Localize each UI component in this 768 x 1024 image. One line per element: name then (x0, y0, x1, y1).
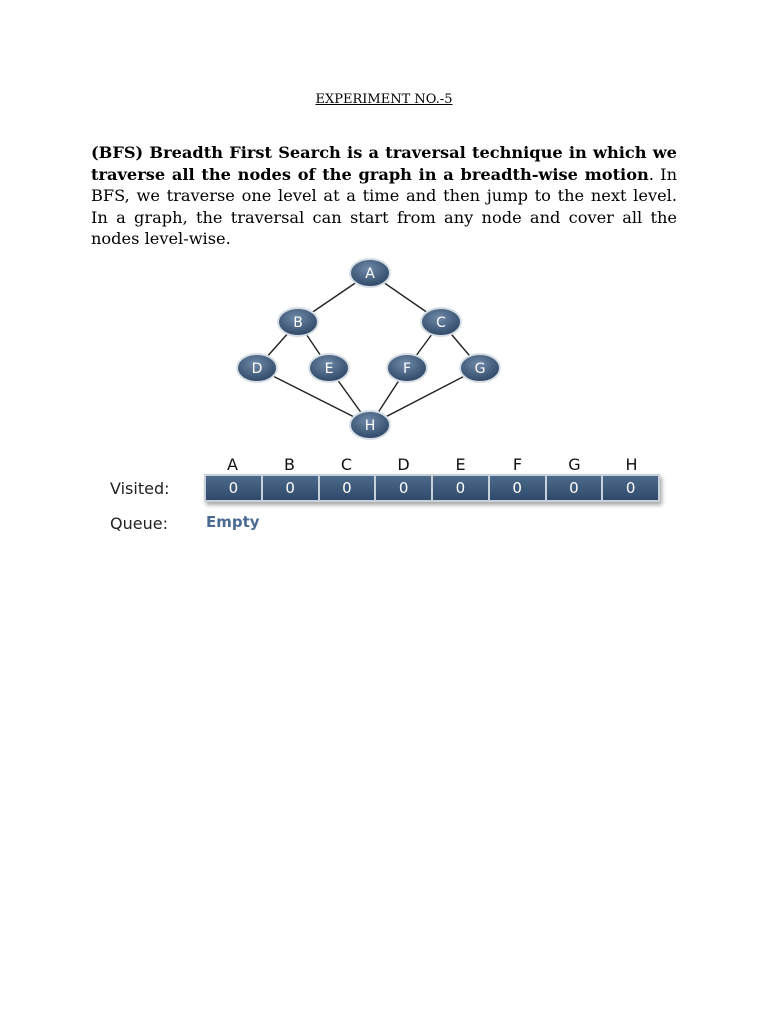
node-C (421, 308, 461, 336)
bfs-definition-rest: . In BFS, we traverse one level at a time and then jump to the next level. In a graph, the traversal can start from any node and cover all the nodes level-wise. (91, 164, 677, 248)
visited-cell-A: 0 (206, 476, 261, 500)
bfs-graph-diagram (0, 0, 768, 450)
visited-cell-D: 0 (376, 476, 431, 500)
node-label-F: F (402, 361, 412, 377)
node-A (350, 259, 390, 287)
visited-cell-B: 0 (263, 476, 318, 500)
visited-col-F: F (512, 455, 523, 474)
visited-cell-E: 0 (433, 476, 488, 500)
node-label-C: C (436, 315, 446, 331)
node-G (460, 354, 500, 382)
node-B (278, 308, 318, 336)
visited-col-E: E (455, 455, 466, 474)
visited-col-G: G (568, 455, 581, 474)
node-label-E: E (324, 361, 334, 377)
node-label-D: D (251, 361, 263, 377)
visited-col-A: A (227, 455, 238, 474)
experiment-title: EXPERIMENT NO.-5 (315, 92, 453, 107)
bfs-definition-bold: (BFS) Breadth First Search is a traversal technique in which we traverse all the nodes of the graph in a breadth-wise motion (91, 143, 677, 184)
visited-label: Visited: (110, 479, 170, 498)
node-D (237, 354, 277, 382)
visited-array (204, 474, 660, 502)
visited-col-D: D (397, 455, 410, 474)
node-E (309, 354, 349, 382)
visited-cell-G: 0 (547, 476, 602, 500)
visited-col-B: B (284, 455, 295, 474)
visited-col-H: H (625, 455, 638, 474)
queue-label: Queue: (110, 514, 168, 533)
node-H (350, 411, 390, 439)
queue-value: Empty (206, 513, 260, 531)
visited-cell-C: 0 (320, 476, 375, 500)
visited-cell-H: 0 (603, 476, 658, 500)
visited-cell-F: 0 (490, 476, 545, 500)
node-label-B: B (293, 315, 303, 331)
node-F (387, 354, 427, 382)
node-label-G: G (474, 361, 486, 377)
node-label-H: H (364, 418, 376, 434)
visited-col-C: C (340, 455, 353, 474)
node-label-A: A (365, 266, 375, 282)
